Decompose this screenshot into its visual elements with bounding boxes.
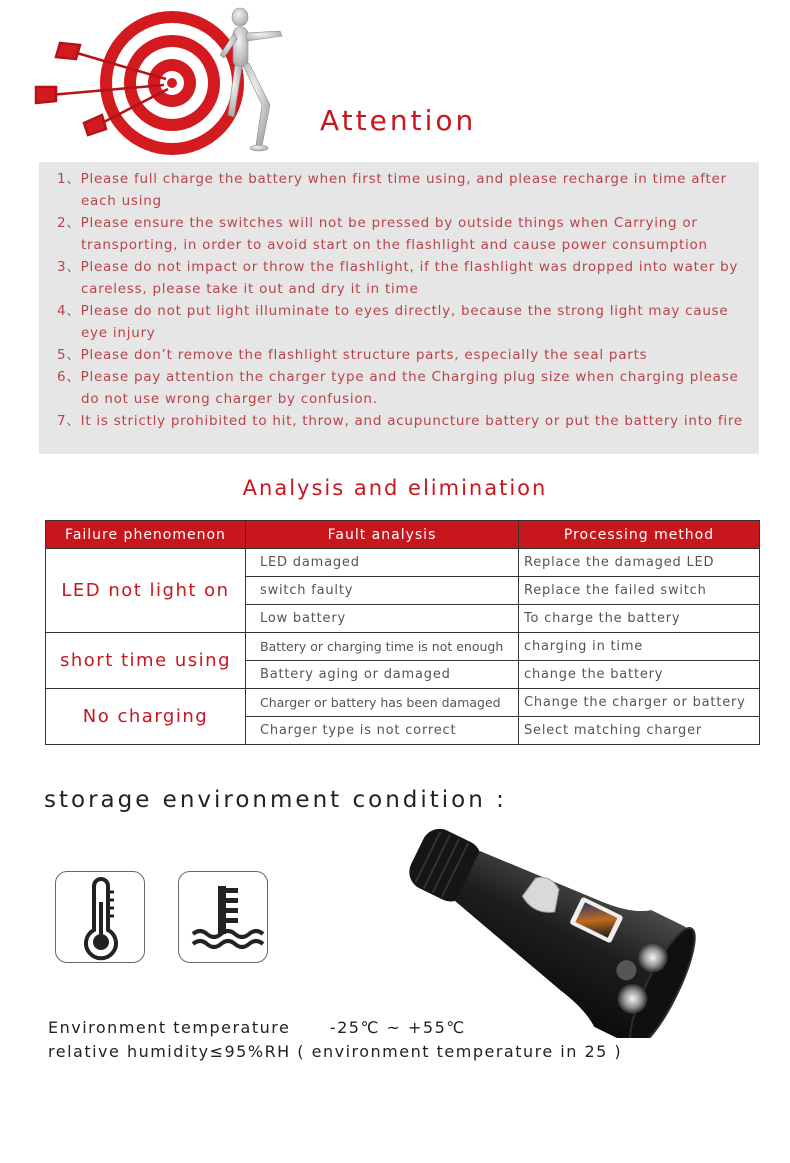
notice-item: 2、Please ensure the switches will not be pressed by outside things when Carrying or transporting, in order to avoid start on the flashlight and cause power consumption: [57, 215, 708, 253]
analysis-cell: switch faulty: [246, 577, 519, 605]
water-temperature-icon: [179, 872, 269, 964]
analysis-cell: LED damaged: [246, 549, 519, 577]
thermometer-icon: [56, 872, 146, 964]
thermometer-icon-box: [55, 871, 145, 963]
attention-title: Attention: [320, 104, 477, 137]
notice-item: 6、Please pay attention the charger type and the Charging plug size when charging please do not use wrong charger by confusion.: [57, 369, 739, 407]
phenomenon-cell: No charging: [46, 689, 246, 745]
header-failure-phenomenon: Failure phenomenon: [46, 521, 246, 549]
target-illustration: [30, 5, 320, 155]
table-row: [46, 689, 760, 717]
dartboard-icon: [100, 11, 244, 155]
analysis-cell: Low battery: [246, 605, 519, 633]
analysis-title: Analysis and elimination: [242, 476, 548, 500]
method-cell: Replace the damaged LED: [519, 549, 760, 577]
method-cell: change the battery: [519, 661, 760, 689]
notice-item: 4、Please do not put light illuminate to eyes directly, because the strong light may cause eye injury: [57, 303, 729, 341]
notice-item: 7、It is strictly prohibited to hit, throw, and acupuncture battery or put the battery into fire: [57, 413, 743, 429]
phenomenon-cell: short time using: [46, 633, 246, 689]
notice-item: 1、Please full charge the battery when first time using, and please recharge in time after each using: [57, 171, 727, 209]
method-cell: To charge the battery: [519, 605, 760, 633]
storage-title: storage environment condition :: [44, 787, 507, 813]
table-row: [46, 549, 760, 577]
analysis-cell: Battery or charging time is not enough: [246, 633, 519, 661]
method-cell: charging in time: [519, 633, 760, 661]
header-processing-method: Processing method: [519, 521, 760, 549]
fault-table: [45, 520, 760, 745]
analysis-cell: Battery aging or damaged: [246, 661, 519, 689]
analysis-cell: Charger type is not correct: [246, 717, 519, 745]
notice-item: 3、Please do not impact or throw the flashlight, if the flashlight was dropped into water by careless, please take it out and dry it in time: [57, 259, 739, 297]
method-cell: Change the charger or battery: [519, 689, 760, 717]
analysis-cell: Charger or battery has been damaged: [246, 689, 519, 717]
header-fault-analysis: Fault analysis: [246, 521, 519, 549]
table-header-row: [46, 521, 760, 549]
temperature-line: Environment temperature -25℃ ~ +55℃: [48, 1018, 466, 1037]
phenomenon-cell: LED not light on: [46, 549, 246, 633]
method-cell: Replace the failed switch: [519, 577, 760, 605]
method-cell: Select matching charger: [519, 717, 760, 745]
water-temperature-icon-box: [178, 871, 268, 963]
flashlight-product-image: [385, 828, 715, 1038]
notice-item: 5、Please don’t remove the flashlight structure parts, especially the seal parts: [57, 347, 648, 363]
humidity-line: relative humidity≤95%RH ( environment temperature in 25 ): [48, 1042, 623, 1061]
notice-box: [39, 162, 759, 454]
table-row: [46, 633, 760, 661]
